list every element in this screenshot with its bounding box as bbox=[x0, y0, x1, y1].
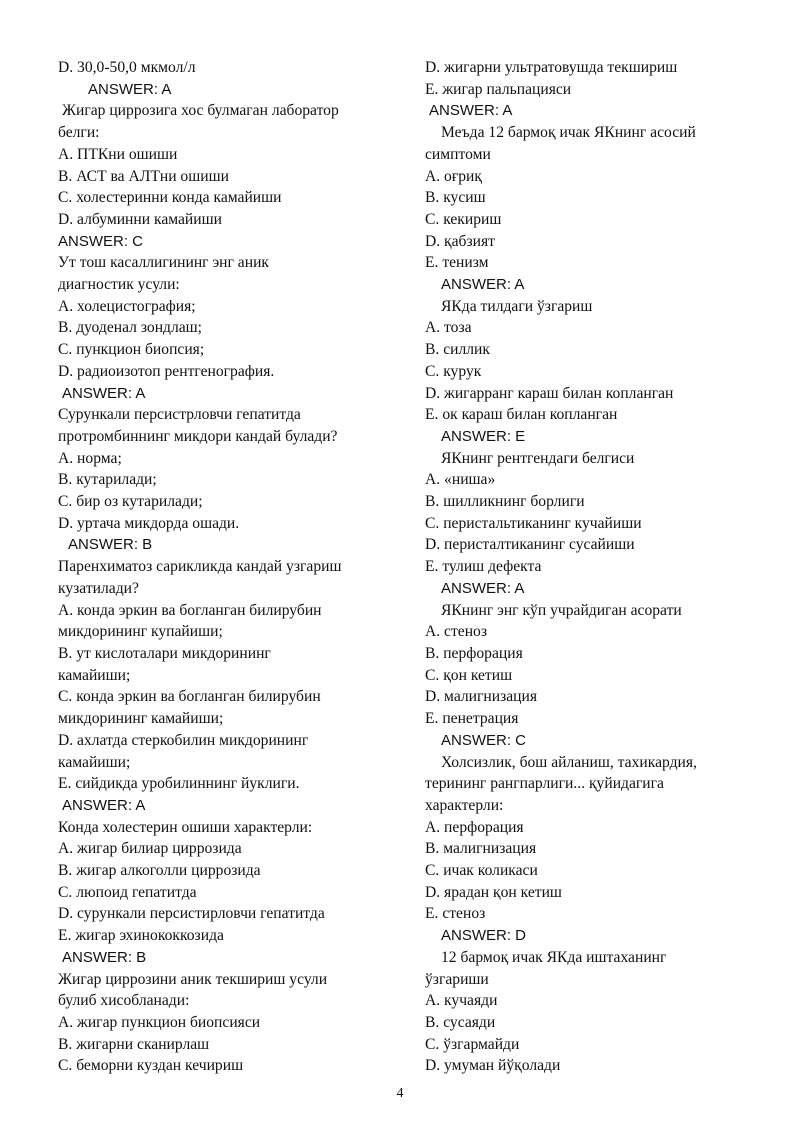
text-line: D. албуминни камайиши bbox=[58, 210, 222, 228]
text-line: D. жигарни ультратовушда текшириш bbox=[425, 59, 678, 76]
text-line: B. дуоденал зондлаш; bbox=[58, 319, 203, 337]
answer-line: ANSWER: A bbox=[429, 102, 513, 120]
text-line: B. кусиш bbox=[425, 189, 486, 207]
text-line: D. сурункали персистирловчи гепатитда bbox=[58, 905, 325, 923]
text-line: ўзгариши bbox=[425, 970, 489, 988]
text-line: D. умуман йўқолади bbox=[425, 1057, 561, 1075]
text-line: E. стеноз bbox=[425, 905, 486, 923]
text-line: B. жигарни сканирлаш bbox=[58, 1035, 210, 1053]
text-line: протромбиннинг микдори кандай булади? bbox=[58, 427, 338, 445]
text-line: D. радиоизотоп рентгенография. bbox=[58, 362, 275, 380]
page-number: 4 bbox=[396, 1086, 404, 1101]
text-line: E. сийдикда уробилиннинг йуклиги. bbox=[58, 775, 300, 793]
text-line: A. норма; bbox=[58, 449, 122, 467]
text-line: B. малигнизация bbox=[425, 840, 537, 858]
text-line: D. малигнизация bbox=[425, 688, 538, 706]
text-line: B. жигар алкоголли циррозида bbox=[58, 862, 261, 880]
text-line: симптоми bbox=[425, 145, 491, 163]
text-line: ЯКнинг рентгендаги белгиси bbox=[441, 449, 635, 467]
text-line: кузатилади? bbox=[58, 579, 139, 597]
answer-line: ANSWER: D bbox=[441, 927, 527, 945]
text-line: D. ахлатда стеркобилин микдорининг bbox=[58, 731, 309, 749]
text-line: Ут тош касаллигининг энг аник bbox=[58, 254, 269, 272]
text-line: A. жигар билиар циррозида bbox=[58, 840, 242, 858]
text-line: микдорининг камайиши; bbox=[58, 710, 224, 728]
text-line: C. бир оз кутарилади; bbox=[58, 493, 203, 511]
text-line: A. тоза bbox=[425, 319, 472, 337]
text-line: E. тенизм bbox=[425, 254, 489, 272]
text-line: B. ут кислоталари микдорининг bbox=[58, 644, 271, 662]
text-line: ЯКда тилдаги ўзгариш bbox=[441, 297, 593, 315]
left-column bbox=[58, 57, 393, 1077]
text-line: A. жигар пункцион биопсияси bbox=[58, 1013, 261, 1031]
text-line: Сурункали персистрловчи гепатитда bbox=[58, 406, 301, 424]
text-line: B. кутарилади; bbox=[58, 471, 157, 489]
text-line: B. сусаяди bbox=[425, 1013, 496, 1031]
text-line: ЯКнинг энг кўп учрайдиган асорати bbox=[441, 601, 682, 619]
text-line: A. перфорация bbox=[425, 818, 524, 836]
text-line: C. қон кетиш bbox=[425, 666, 513, 684]
text-line: Холсизлик, бош айланиш, тахикардия, bbox=[441, 753, 697, 771]
answer-line: ANSWER: A bbox=[62, 796, 146, 814]
text-line: белги: bbox=[58, 124, 100, 142]
text-line: D. қабзият bbox=[425, 232, 495, 250]
text-line: E. пенетрация bbox=[425, 710, 519, 728]
text-line: камайиши; bbox=[58, 753, 131, 771]
text-line: D. ярадан қон кетиш bbox=[425, 883, 562, 901]
text-line: B. шилликнинг борлиги bbox=[425, 493, 585, 511]
right-column bbox=[425, 57, 770, 1077]
answer-line: ANSWER: A bbox=[62, 384, 146, 402]
text-line: C. кекириш bbox=[425, 210, 502, 228]
text-line: E. жигар пальпацияси bbox=[425, 80, 572, 98]
text-line: B. АСТ ва АЛТни ошиши bbox=[58, 167, 229, 185]
text-line: C. перистальтиканинг кучайиши bbox=[425, 514, 642, 532]
text-line: Паренхиматоз сарикликда кандай узгариш bbox=[58, 558, 342, 576]
text-line: 12 бармоқ ичак ЯКда иштаханинг bbox=[441, 948, 667, 966]
text-line: Меъда 12 бармоқ ичак ЯКнинг асосий bbox=[441, 124, 696, 142]
text-line: C. люпоид гепатитда bbox=[58, 883, 197, 901]
answer-line: ANSWER: B bbox=[68, 536, 153, 554]
text-line: D. перисталтиканинг сусайиши bbox=[425, 536, 635, 554]
text-line: C. ичак коликаси bbox=[425, 862, 538, 880]
text-line: C. холестеринни конда камайиши bbox=[58, 189, 282, 207]
text-line: A. стеноз bbox=[425, 623, 488, 641]
answer-line: ANSWER: A bbox=[88, 80, 172, 98]
text-line: C. курук bbox=[425, 362, 482, 380]
text-line: E. тулиш дефекта bbox=[425, 558, 542, 576]
text-line: камайиши; bbox=[58, 666, 131, 684]
text-line: диагностик усули: bbox=[58, 276, 180, 294]
answer-line: ANSWER: A bbox=[441, 579, 525, 597]
text-line: E. ок караш билан копланган bbox=[425, 406, 618, 424]
text-line: B. силлик bbox=[425, 341, 490, 359]
text-line: Конда холестерин ошиши характерли: bbox=[58, 818, 313, 836]
text-line: D. жигарранг караш билан копланган bbox=[425, 384, 674, 402]
text-line: Жигар циррозини аник текшириш усули bbox=[58, 970, 328, 988]
text-line: B. перфорация bbox=[425, 644, 523, 662]
text-line: D. уртача микдорда ошади. bbox=[58, 514, 240, 532]
text-line: Жигар циррозига хос булмаган лаборатор bbox=[62, 102, 339, 120]
text-line: E. жигар эхинококкозида bbox=[58, 927, 224, 945]
text-line: булиб хисобланади: bbox=[58, 992, 190, 1010]
answer-line: ANSWER: C bbox=[441, 731, 527, 749]
text-line: характерли: bbox=[425, 796, 504, 814]
text-line: A. ПТКни ошиши bbox=[58, 145, 178, 163]
text-line: C. ўзгармайди bbox=[425, 1035, 520, 1053]
answer-line: ANSWER: E bbox=[441, 427, 526, 445]
text-line: A. оғриқ bbox=[425, 167, 482, 185]
text-line: D. 30,0-50,0 мкмол/л bbox=[58, 59, 196, 76]
answer-line: ANSWER: B bbox=[62, 948, 147, 966]
text-line: C. пункцион биопсия; bbox=[58, 341, 205, 359]
text-line: терининг рангпарлиги... қуйидагига bbox=[425, 775, 664, 793]
text-line: A. холецистография; bbox=[58, 297, 196, 315]
text-line: A. «ниша» bbox=[425, 471, 496, 489]
text-line: A. конда эркин ва богланган билирубин bbox=[58, 601, 322, 619]
text-line: A. кучаяди bbox=[425, 992, 498, 1010]
text-line: C. конда эркин ва богланган билирубин bbox=[58, 688, 321, 706]
answer-line: ANSWER: C bbox=[58, 232, 144, 250]
answer-line: ANSWER: A bbox=[441, 276, 525, 294]
text-line: C. беморни куздан кечириш bbox=[58, 1057, 244, 1075]
text-line: микдорининг купайиши; bbox=[58, 623, 223, 641]
